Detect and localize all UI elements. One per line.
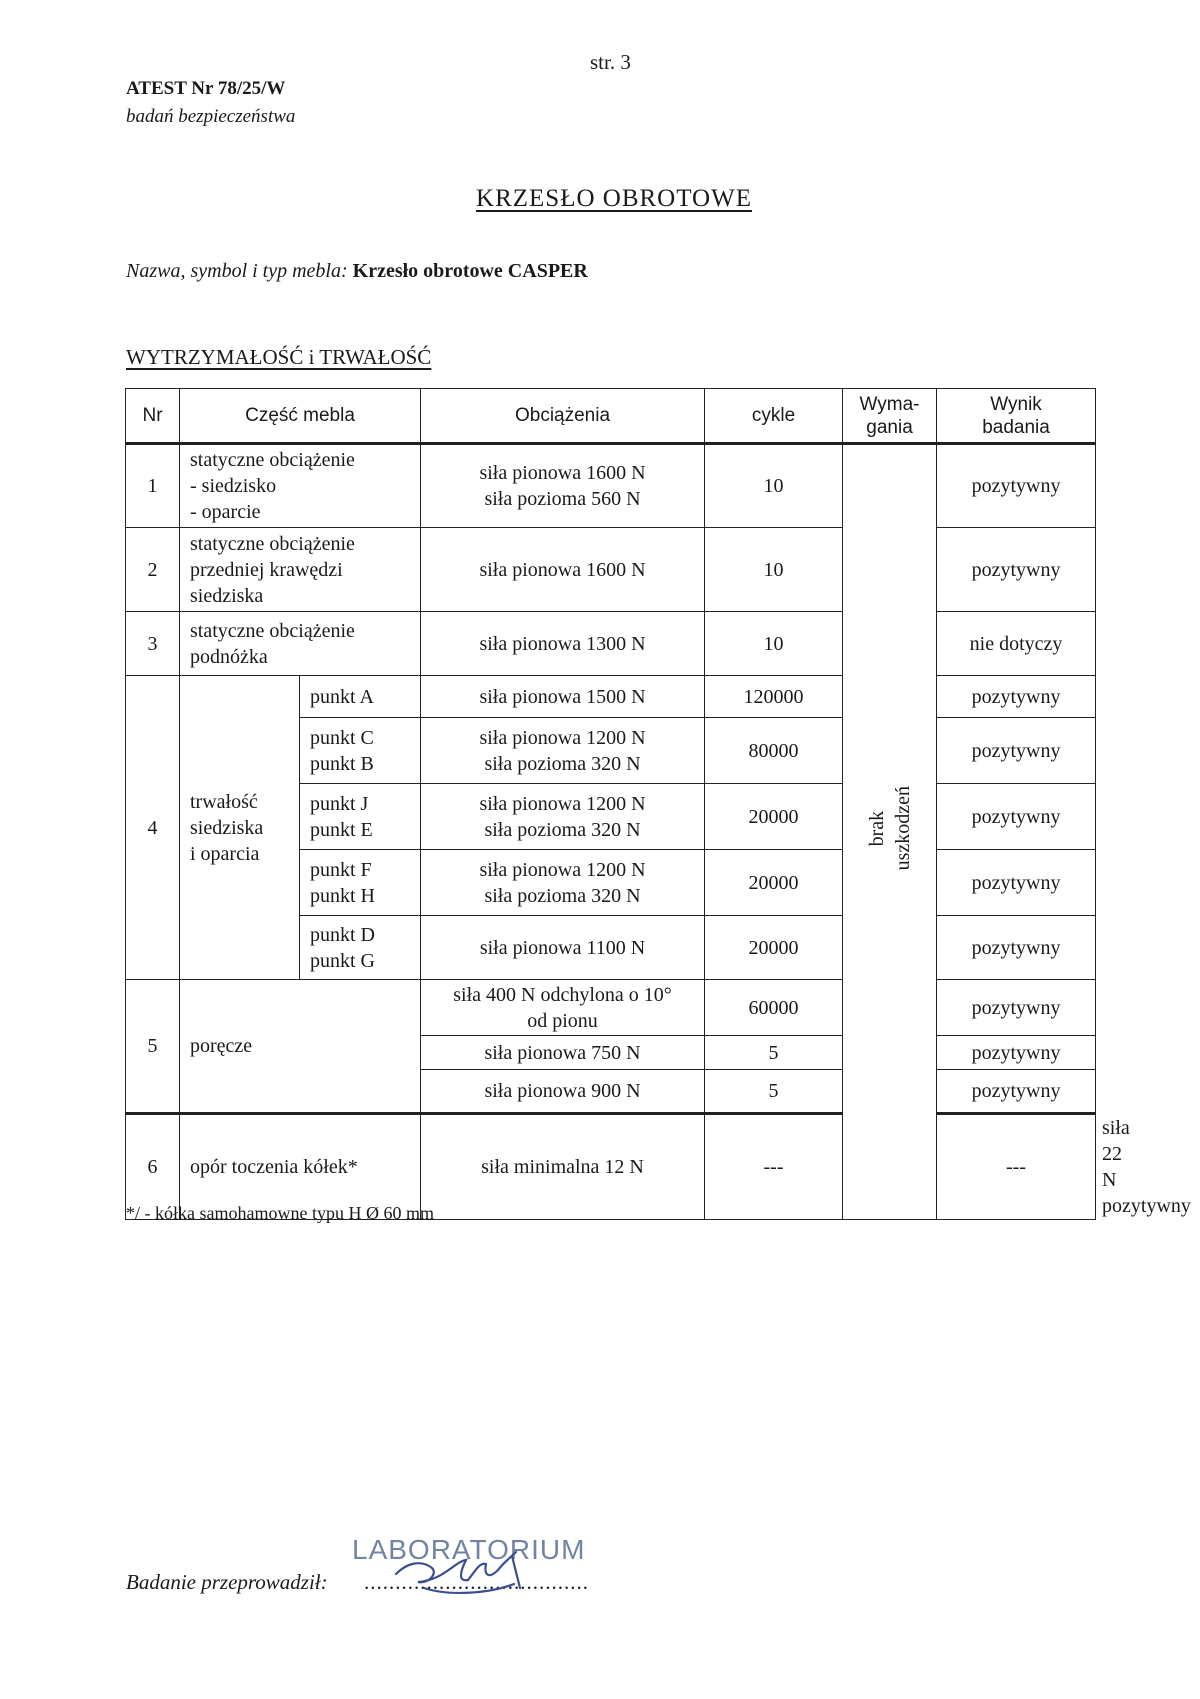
row-load: siła pionowa 1500 N [421, 676, 705, 718]
row-load: siła pionowa 750 N [421, 1036, 705, 1070]
furniture-name-value: Krzesło obrotowe CASPER [352, 260, 588, 282]
conducted-by-label: Badanie przeprowadził: [126, 1570, 328, 1594]
row-part: poręcze [180, 980, 421, 1114]
row-cycles: 20000 [705, 784, 843, 850]
row-load: siła pionowa 900 N [421, 1070, 705, 1114]
table-header-row [126, 389, 1096, 444]
row-result: pozytywny [937, 850, 1096, 916]
row-load: siła pionowa 1200 N siła pozioma 320 N [421, 784, 705, 850]
row-part: trwałość siedziska i oparcia [180, 676, 300, 980]
footnote: */ - kółka samohamowne typu H Ø 60 mm [126, 1203, 434, 1223]
document-title: KRZESŁO OBROTOWE [476, 185, 752, 212]
row-nr: 1 [126, 444, 180, 528]
row-load: siła pionowa 1600 N [421, 528, 705, 612]
row-load: siła pionowa 1100 N [421, 916, 705, 980]
row-cycles: 20000 [705, 850, 843, 916]
row-nr: 6 [126, 1114, 180, 1220]
certificate-number: ATEST Nr 78/25/W [126, 78, 286, 99]
furniture-name-label: Nazwa, symbol i typ mebla: [126, 260, 348, 282]
row-cycles: 10 [705, 444, 843, 528]
header-part: Część mebla [180, 389, 421, 444]
row-result: pozytywny [937, 528, 1096, 612]
row-cycles: 80000 [705, 718, 843, 784]
row-load: siła minimalna 12 N [421, 1114, 705, 1220]
table-row [126, 444, 1096, 528]
row-point: punkt J punkt E [300, 784, 421, 850]
row-result: pozytywny [937, 1070, 1096, 1114]
header-requirements: Wyma- gania [843, 389, 937, 444]
row-result: pozytywny [937, 676, 1096, 718]
row-cycles: 10 [705, 528, 843, 612]
row-part: statyczne obciążenie podnóżka [180, 612, 421, 676]
row-nr: 4 [126, 676, 180, 980]
row-load: siła pionowa 1300 N [421, 612, 705, 676]
row-requirements: --- [937, 1114, 1096, 1220]
requirements-text: brak uszkodzeń [865, 786, 914, 871]
row-load: siła 400 N odchylona o 10° od pionu [421, 980, 705, 1036]
page-number: str. 3 [590, 50, 631, 74]
row-part: opór toczenia kółek* [180, 1114, 421, 1220]
row-cycles: 5 [705, 1070, 843, 1114]
section-title: WYTRZYMAŁOŚĆ i TRWAŁOŚĆ [126, 345, 432, 369]
row-load: siła pionowa 1200 N siła pozioma 320 N [421, 718, 705, 784]
table-row [126, 612, 1096, 676]
row-cycles: --- [705, 1114, 843, 1220]
row-part: statyczne obciążenie - siedzisko - oparcie [180, 444, 421, 528]
row-point: punkt C punkt B [300, 718, 421, 784]
row-cycles: 120000 [705, 676, 843, 718]
results-table [125, 388, 1191, 1220]
row-nr: 2 [126, 528, 180, 612]
row-point: punkt A [300, 676, 421, 718]
table-row [126, 528, 1096, 612]
row-cycles: 5 [705, 1036, 843, 1070]
row-part: statyczne obciążenie przedniej krawędzi siedziska [180, 528, 421, 612]
furniture-name-line [126, 260, 588, 283]
row-result: pozytywny [937, 444, 1096, 528]
row-result: pozytywny [937, 718, 1096, 784]
row-result: pozytywny [937, 916, 1096, 980]
handwritten-signature [388, 1540, 538, 1602]
row-load: siła pionowa 1200 N siła pozioma 320 N [421, 850, 705, 916]
row-cycles: 20000 [705, 916, 843, 980]
table-row: 6 opór toczenia kółek* siła minimalna 12 N --- --- siła 22 N pozytywny [126, 1114, 1096, 1220]
row-point: punkt F punkt H [300, 850, 421, 916]
header-load: Obciążenia [421, 389, 705, 444]
row-cycles: 60000 [705, 980, 843, 1036]
row-result: pozytywny [937, 980, 1096, 1036]
row-result: nie dotyczy [937, 612, 1096, 676]
certificate-subtitle: badań bezpieczeństwa [126, 106, 296, 127]
row-nr: 3 [126, 612, 180, 676]
row-result: pozytywny [937, 1036, 1096, 1070]
table-row [126, 980, 1096, 1036]
laboratory-stamp: LABORATORIUM [352, 1534, 586, 1565]
header-nr: Nr [126, 389, 180, 444]
table-row [126, 676, 1096, 718]
header-result: Wynik badania [937, 389, 1096, 444]
row-load: siła pionowa 1600 N siła pozioma 560 N [421, 444, 705, 528]
header-cycles: cykle [705, 389, 843, 444]
signature-line: .................................... [364, 1570, 589, 1594]
row-point: punkt D punkt G [300, 916, 421, 980]
row-result: pozytywny [937, 784, 1096, 850]
requirements-merged-cell [843, 444, 937, 1220]
row-nr: 5 [126, 980, 180, 1114]
row-cycles: 10 [705, 612, 843, 676]
